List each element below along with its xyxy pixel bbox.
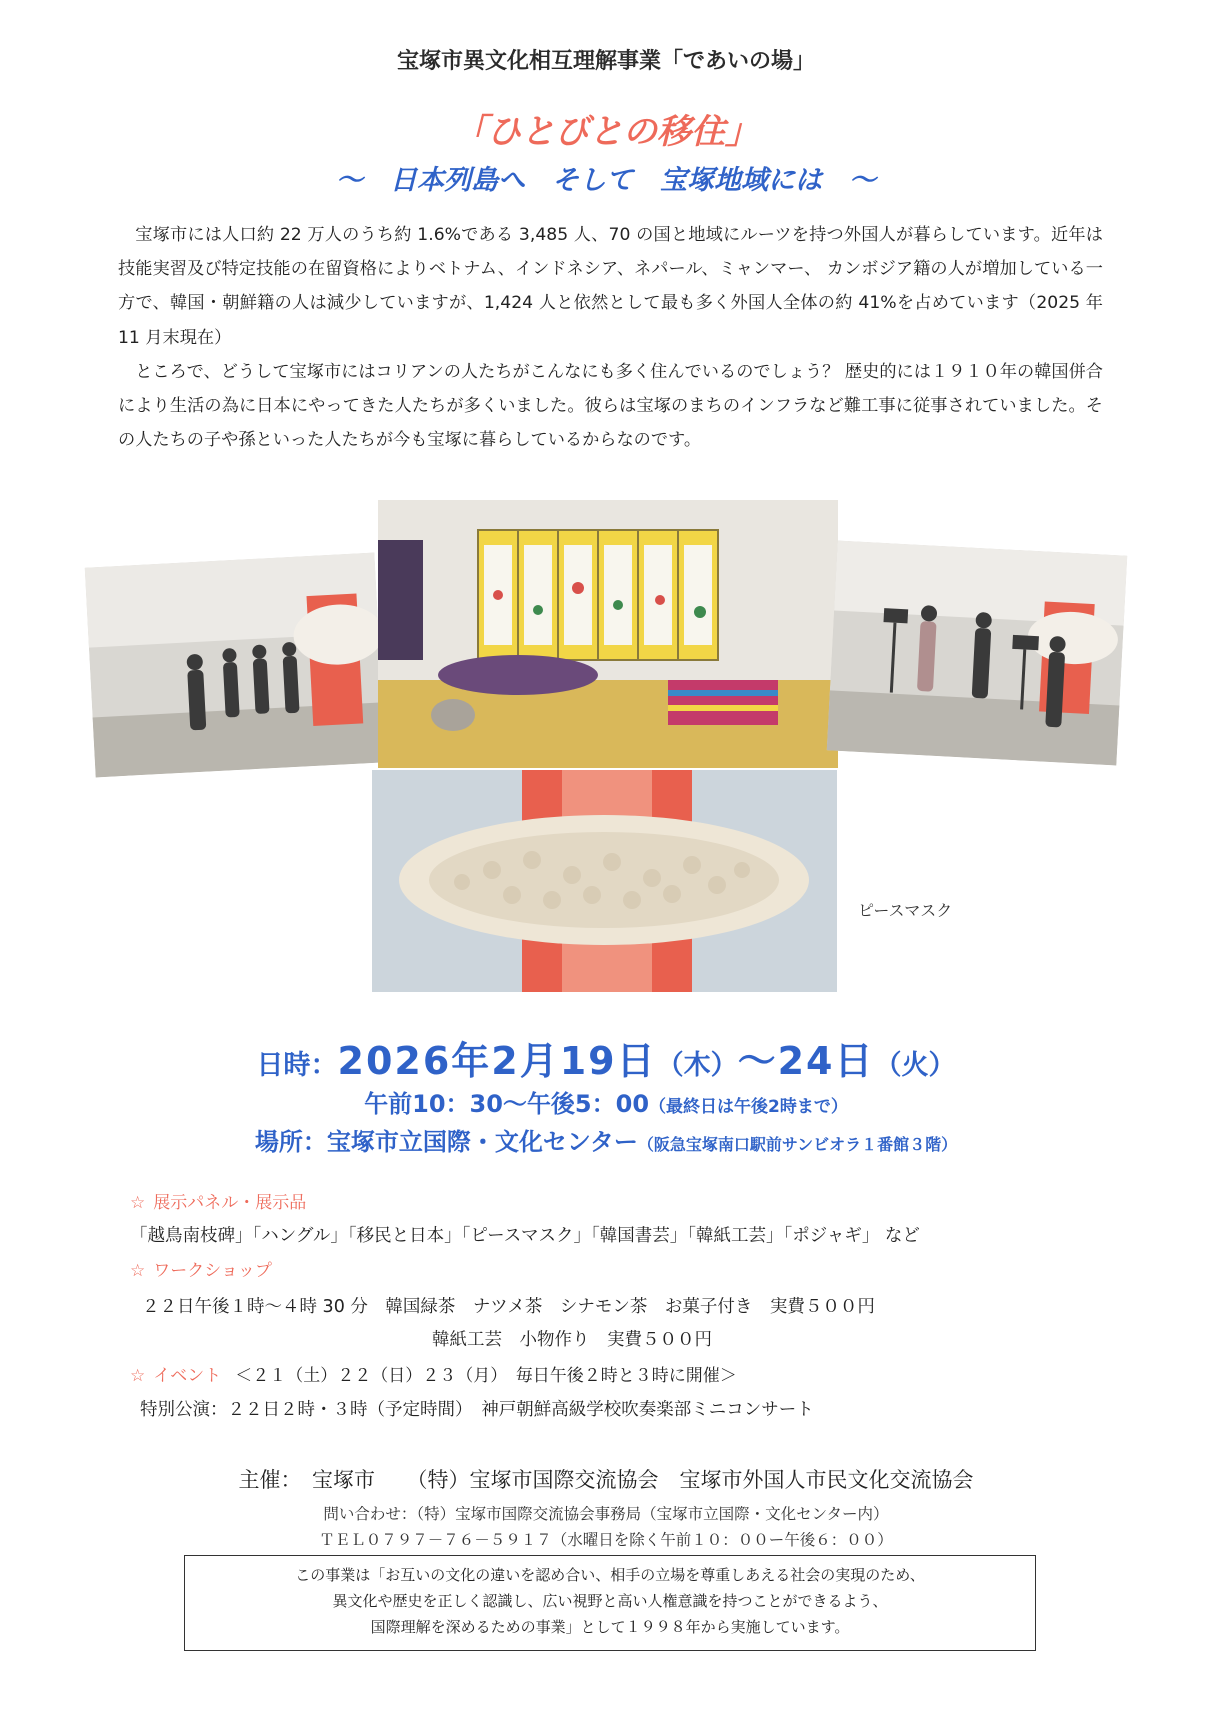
venue-note: （阪急宝塚南口駅前サンビオラ１番館３階）	[637, 1135, 958, 1154]
date-label: 日時：	[256, 1050, 338, 1081]
star-icon: ☆	[130, 1366, 146, 1386]
workshop-line-2: 韓紙工芸 小物作り 実費５００円	[432, 1330, 712, 1350]
event-title: 「ひとびとの移住」	[453, 112, 759, 152]
exhibit-items: 「越鳥南枝碑」「ハングル」「移民と日本」「ピースマスク」「韓国書芸」「韓紙工芸」「ポジャギ」 など	[130, 1226, 920, 1246]
photo-peace-mask	[372, 770, 837, 992]
intro-paragraph-2: ところで、どうして宝塚市にはコリアンの人たちがこんなにも多く住んでいるのでしょう？ 歴史的には１９１０年の韓国併合により生活の為に日本にやってきた人たちが多くいました。彼らは宝塚のまちのインフラなど難工事に従事されていました。その人たちの子や孫といった人たちが今も宝塚に暮らしているからなのです。	[118, 361, 1103, 451]
organizers: 主催： 宝塚市 （特）宝塚市国際交流協会 宝塚市外国人市民文化交流協会	[238, 1468, 974, 1492]
program-heading: 宝塚市異文化相互理解事業「であいの場」	[396, 49, 815, 74]
event-time	[0, 1084, 1212, 1119]
time-note: （最終日は午後2時まで）	[649, 1097, 848, 1117]
event-subtitle: ～ 日本列島へ そして 宝塚地域には ～	[336, 165, 876, 196]
inquiry: 問い合わせ：（特）宝塚市国際交流協会事務局（宝塚市立国際・文化センター内）	[323, 1505, 889, 1523]
event-venue	[0, 1122, 1212, 1157]
event-heading-text: イベント	[153, 1366, 222, 1386]
event-section-heading	[130, 1361, 737, 1386]
time-range: 午前10：30～午後5：00	[364, 1090, 650, 1118]
photo-concert	[827, 541, 1128, 766]
date-separator: ～	[737, 1039, 778, 1083]
date-start-weekday: （木）	[656, 1050, 738, 1081]
intro-paragraph-1: 宝塚市には人口約 22 万人のうち約 1.6%である 3,485 人、70 の国と地域にルーツを持つ外国人が暮らしています。近年は技能実習及び特定技能の在留資格によりベトナム、インドネシア、ネパール、ミャンマー、 カンボジア籍の人が増加している一方で、韓国・朝鮮籍の人は減少していますが、1,424 人と依然として最も多く外国人全体の約 41%を占めています（2025 年 11 月末現在）	[118, 225, 1103, 348]
event-schedule: ＜２１（土）２２（日）２３（月） 毎日午後２時と３時に開催＞	[235, 1366, 737, 1386]
photo-folding-screen	[378, 500, 838, 768]
star-icon: ☆	[130, 1193, 146, 1213]
exhibit-section-heading	[130, 1188, 306, 1213]
workshop-heading-text: ワークショップ	[153, 1261, 272, 1281]
date-end: 24日	[777, 1039, 875, 1083]
special-performance: 特別公演：２２日２時・３時（予定時間） 神戸朝鮮高級学校吹奏楽部ミニコンサート	[140, 1400, 814, 1420]
program-note-box	[184, 1555, 1036, 1651]
note-line-1: この事業は「お互いの文化の違いを認め合い、相手の立場を尊重しあえる社会の実現のため、	[295, 1566, 925, 1584]
date-end-weekday: （火）	[874, 1050, 956, 1081]
intro-text	[118, 218, 1103, 457]
date-start: 2026年2月19日	[337, 1039, 657, 1083]
workshop-line-1: ２２日午後１時～４時 30 分 韓国緑茶 ナツメ茶 シナモン茶 お菓子付き 実費５００円	[142, 1297, 875, 1317]
star-icon: ☆	[130, 1261, 146, 1281]
photo-caption: ピースマスク	[858, 901, 953, 920]
telephone: ＴＥＬ０７９７－７６－５９１７（水曜日を除く午前１０：００ー午後６：００）	[319, 1531, 893, 1549]
note-line-2: 異文化や歴史を正しく認識し、広い視野と高い人権意識を持つことができるよう、	[332, 1592, 888, 1610]
photo-dance-performance	[85, 553, 386, 778]
venue-name: 場所：宝塚市立国際・文化センター	[254, 1128, 638, 1156]
exhibit-heading-text: 展示パネル・展示品	[153, 1193, 307, 1213]
event-date	[0, 1030, 1212, 1085]
workshop-section-heading	[130, 1256, 272, 1281]
note-line-3: 国際理解を深めるための事業」として１９９８年から実施しています。	[370, 1618, 850, 1636]
